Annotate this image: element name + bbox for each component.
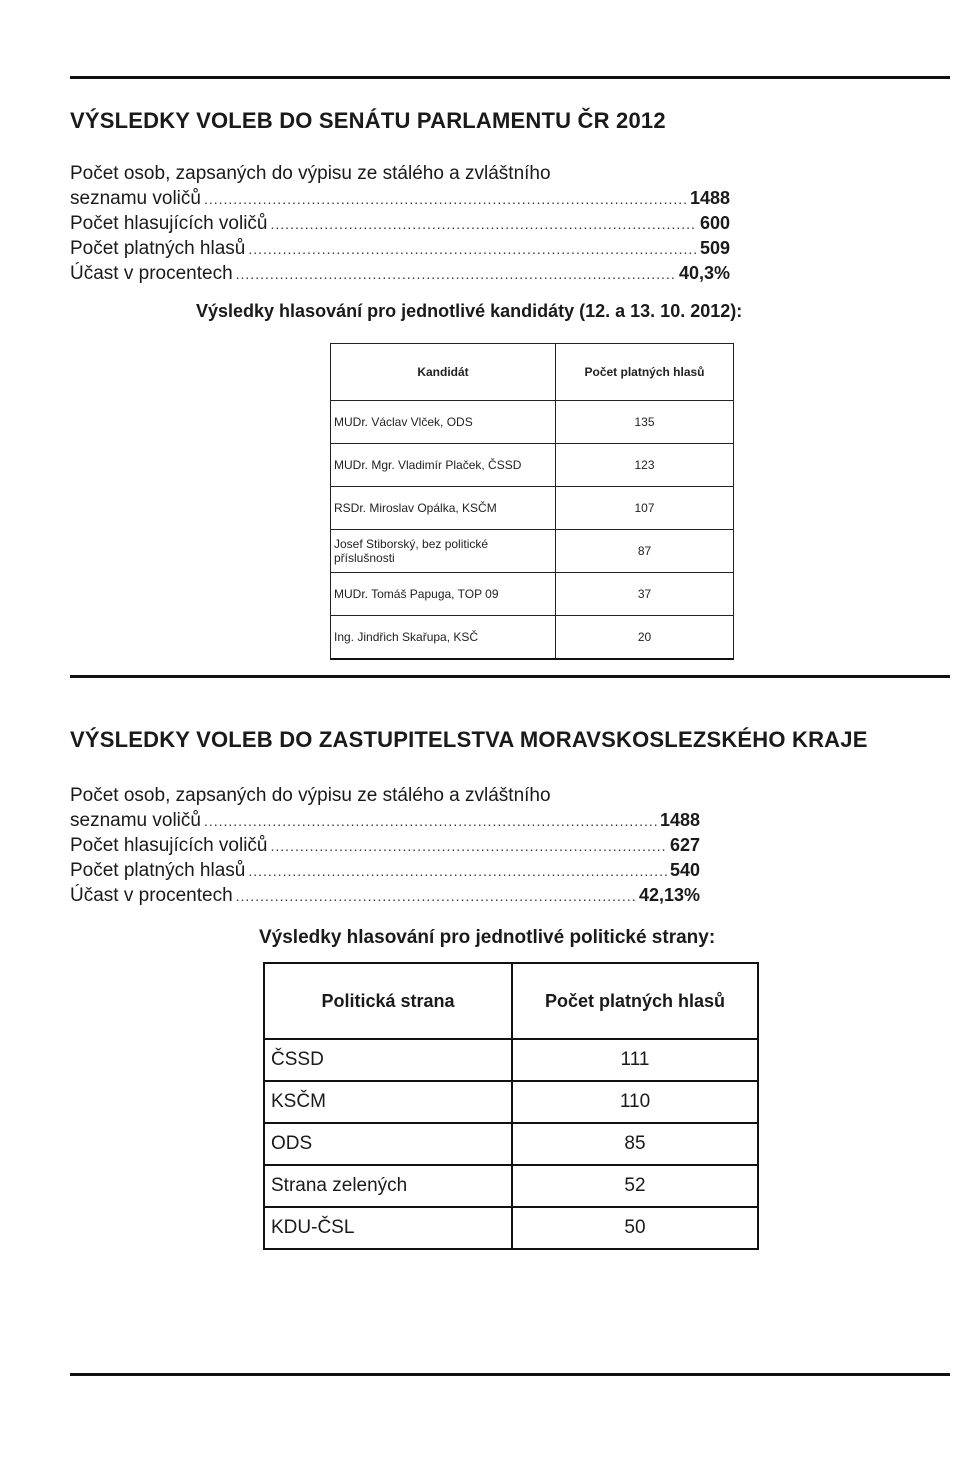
candidate-name: MUDr. Mgr. Vladimír Plaček, ČSSD [331, 444, 556, 487]
stat-label: seznamu voličů [70, 810, 201, 831]
stat-label: Počet platných hlasů [70, 860, 246, 881]
table-row [264, 1165, 758, 1207]
senate-stat-turnout [70, 261, 730, 286]
column-header-votes: Počet platných hlasů [512, 963, 758, 1039]
table-row [331, 444, 734, 487]
column-header-party: Politická strana [264, 963, 512, 1039]
top-divider [70, 76, 950, 79]
stat-label: seznamu voličů [70, 188, 201, 209]
senate-stat-valid-votes [70, 236, 730, 261]
party-name: KDU-ČSL [264, 1207, 512, 1249]
stat-value: 40,3% [678, 263, 730, 283]
candidate-votes: 87 [556, 530, 734, 573]
party-name: ODS [264, 1123, 512, 1165]
stat-value: 627 [669, 835, 700, 855]
senate-subheading: Výsledky hlasování pro jednotlivé kandidáty (12. a 13. 10. 2012): [196, 301, 743, 321]
region-stat-registered [70, 808, 700, 833]
party-votes: 52 [512, 1165, 758, 1207]
candidate-name: MUDr. Václav Vlček, ODS [331, 401, 556, 444]
stat-label: Počet hlasujících voličů [70, 835, 268, 856]
party-votes: 50 [512, 1207, 758, 1249]
senate-stats [70, 162, 730, 286]
candidate-votes: 123 [556, 444, 734, 487]
senate-stats-intro: Počet osob, zapsaných do výpisu ze stálého a zvláštního [70, 163, 551, 184]
table-row [264, 1081, 758, 1123]
candidate-votes: 20 [556, 616, 734, 660]
senate-results-table [330, 343, 734, 660]
stat-value: 509 [699, 238, 730, 258]
region-stats-intro: Počet osob, zapsaných do výpisu ze stálého a zvláštního [70, 785, 551, 806]
stat-label: Počet hlasujících voličů [70, 213, 268, 234]
candidate-votes: 107 [556, 487, 734, 530]
candidate-votes: 37 [556, 573, 734, 616]
stat-value: 42,13% [638, 885, 700, 905]
region-stats [70, 784, 700, 908]
party-votes: 111 [512, 1039, 758, 1081]
table-row [264, 1123, 758, 1165]
table-row [264, 1207, 758, 1249]
dot-leader [271, 212, 697, 236]
column-header-candidate: Kandidát [331, 344, 556, 401]
dot-leader [248, 237, 697, 261]
dot-leader [236, 262, 676, 286]
column-header-votes: Počet platných hlasů [556, 344, 734, 401]
table-row [264, 1039, 758, 1081]
dot-leader [271, 834, 667, 858]
stat-label: Účast v procentech [70, 263, 233, 284]
party-name: ČSSD [264, 1039, 512, 1081]
stat-label: Počet platných hlasů [70, 238, 246, 259]
region-stat-voters [70, 833, 700, 858]
party-votes: 110 [512, 1081, 758, 1123]
party-votes: 85 [512, 1123, 758, 1165]
table-header-row [331, 344, 734, 401]
dot-leader [248, 859, 667, 883]
candidate-name: MUDr. Tomáš Papuga, TOP 09 [331, 573, 556, 616]
party-name: Strana zelených [264, 1165, 512, 1207]
table-row [331, 401, 734, 444]
stat-label: Účast v procentech [70, 885, 233, 906]
region-subheading: Výsledky hlasování pro jednotlivé politické strany: [259, 927, 716, 948]
stat-value: 1488 [659, 810, 700, 830]
candidate-name: Josef Stiborský, bez politické příslušnosti [331, 530, 556, 573]
bottom-divider [70, 1373, 950, 1376]
stat-value: 1488 [689, 188, 730, 208]
table-header-row [264, 963, 758, 1039]
dot-leader [236, 884, 636, 908]
senate-title: VÝSLEDKY VOLEB DO SENÁTU PARLAMENTU ČR 2012 [70, 108, 666, 133]
middle-divider [70, 675, 950, 678]
table-row [331, 530, 734, 573]
senate-stat-registered [70, 186, 730, 211]
region-title: VÝSLEDKY VOLEB DO ZASTUPITELSTVA MORAVSKOSLEZSKÉHO KRAJE [70, 727, 868, 752]
candidate-name: Ing. Jindřich Skařupa, KSČ [331, 616, 556, 660]
senate-stat-voters [70, 211, 730, 236]
candidate-name: RSDr. Miroslav Opálka, KSČM [331, 487, 556, 530]
table-row [331, 616, 734, 660]
table-row [331, 573, 734, 616]
table-row [331, 487, 734, 530]
candidate-votes: 135 [556, 401, 734, 444]
dot-leader [204, 187, 687, 211]
stat-value: 540 [669, 860, 700, 880]
region-stat-turnout [70, 883, 700, 908]
stat-value: 600 [699, 213, 730, 233]
region-results-table [263, 962, 759, 1250]
dot-leader [204, 809, 657, 833]
region-stat-valid-votes [70, 858, 700, 883]
party-name: KSČM [264, 1081, 512, 1123]
